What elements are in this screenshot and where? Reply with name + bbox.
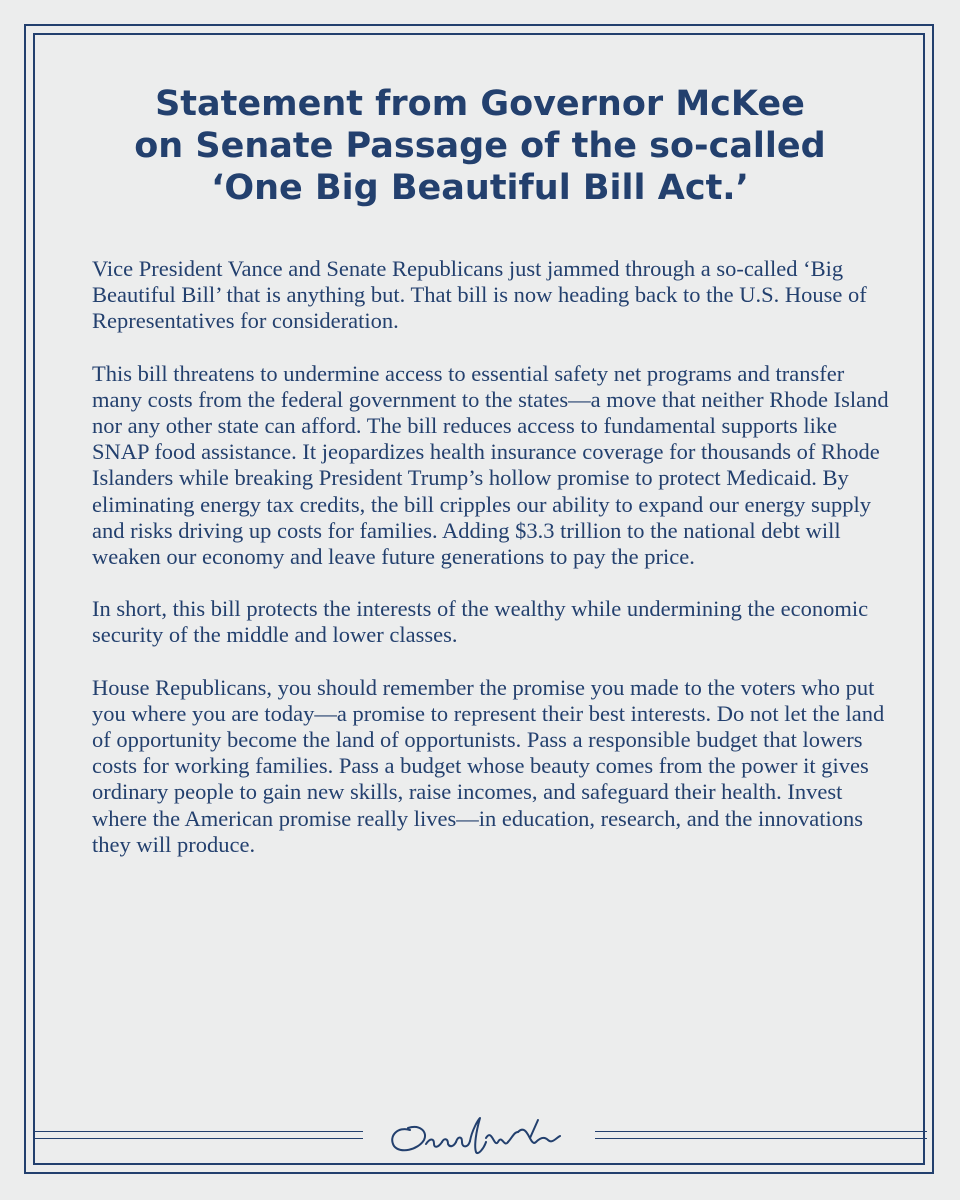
statement-body <box>92 256 892 884</box>
handwritten-signature-icon <box>380 1108 580 1163</box>
signature-rule-right <box>595 1131 927 1139</box>
title-line: on Senate Passage of the so-called <box>134 126 826 166</box>
body-paragraph: This bill threatens to undermine access to essential safety net programs and transfer many costs from the federal government to the states—a move that neither Rhode Island nor any other state can afford. The bill reduces access to fundamental supports like SNAP food assistance. It jeopardizes health insurance coverage for thousands of Rhode Islanders while breaking President Trump’s hollow promise to protect Medicaid. By eliminating energy tax credits, the bill cripples our ability to expand our energy supply and risks driving up costs for families. Adding $3.3 trillion to the national debt will weaken our economy and leave future generations to pay the price. <box>92 360 889 570</box>
statement-title <box>60 83 900 209</box>
body-paragraph: In short, this bill protects the interests of the wealthy while undermining the economic security of the middle and lower classes. <box>92 596 869 648</box>
body-paragraph: Vice President Vance and Senate Republicans just jammed through a so-called ‘Big Beautiful Bill’ that is anything but. That bill is now heading back to the U.S. House of Representatives for consideration. <box>92 256 867 334</box>
signature-block <box>0 1098 960 1168</box>
title-line: ‘One Big Beautiful Bill Act.’ <box>211 168 749 208</box>
signature-rule-left <box>33 1131 363 1139</box>
title-line: Statement from Governor McKee <box>155 84 805 124</box>
body-paragraph: House Republicans, you should remember the promise you made to the voters who put you where you are today—a promise to represent their best interests. Do not let the land of opportunity become the land of opportunists. Pass a responsible budget that lowers costs for working families. Pass a budget whose beauty comes from the power it gives ordinary people to gain new skills, raise incomes, and safeguard their health. Invest where the American promise really lives—in education, research, and the innovations they will produce. <box>92 674 885 857</box>
